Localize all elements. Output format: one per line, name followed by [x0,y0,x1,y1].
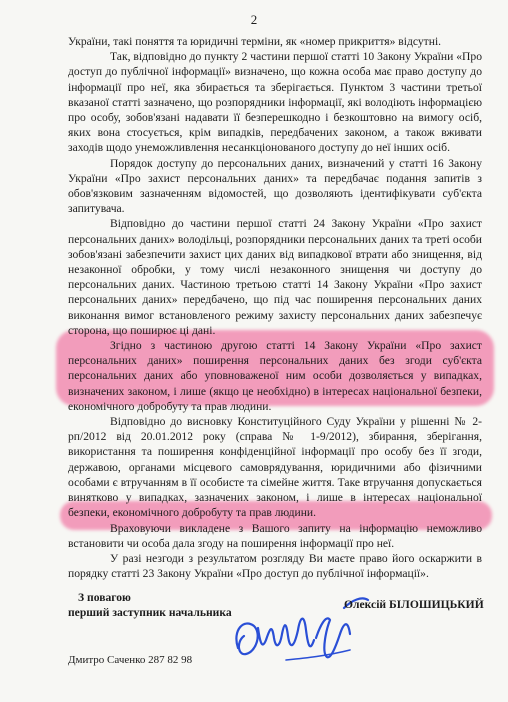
paragraph-data-protection: Відповідно до частини першої статті 24 Закону України «Про захист персональних даних» володільці, розпорядники персональних даних та треті особи зобов'язані забезпечити захист цих даних від випадкової втрати або знищення, від незаконної обробки, у тому числі незаконного знищення чи доступу до персональних даних. Частиною третьою статті 14 Закону України «Про захист персональних даних» передбачено, що під час поширення персональних даних виконання вимог встановленого режиму захисту персональних даних забезпечує сторона, що поширює ці дані. [68,217,482,337]
page-number: 2 [250,12,258,27]
closing-regards: З повагою [78,591,131,604]
paragraph-access-law: Так, відповідно до пункту 2 частини першої статті 10 Закону України «Про доступ до публічної інформації» визначено, що кожна особа має право доступу до інформації про неї, яка збирається та зберігається. Пунктом 3 частини третьої вказаної статті зазначено, що розпорядники інформації, які володіють інформацією про особу, зобов'язані надавати її безперешкодно і безкоштовно на вимогу осіб, яких вона стосується, крім випадків, передбачених законом, а також вживати заходів щодо унеможливлення несанкціонованого доступу до неї інших осіб. [68,50,482,155]
paragraph-consent-rule: Згідно з частиною другою статті 14 Закону України «Про захист персональних даних» поширення персональних даних без згоди суб'єкта персональних даних або уповноваженої ним особи дозволяється у випадках, визначених законом, і лише (якщо це необхідно) в інтересах національної безпеки, економічного добробуту та прав людини. [68,339,482,413]
executor-contact: Дмитро Саченко 287 82 98 [68,654,193,666]
closing-block [68,590,232,620]
letter-body [68,34,482,581]
paragraph-access-procedure: Порядок доступу до персональних даних, визначений у статті 16 Закону України «Про захист персональних даних» та передбачає подання запитів з обов'язковим зазначенням відомостей, що дозволяють ідентифікувати суб'єкта запитувача. [68,156,482,216]
paragraph-appeal: У разі незгоди з результатом розгляду Ви маєте право його оскаржити в порядку статті 23 Закону України «Про доступ до публічної інформації». [68,551,482,581]
paragraph-intro: України, такі поняття та юридичні терміни, як «номер прикриття» відсутні. [68,35,442,48]
signer-name: Олексій БІЛОШИЦЬКИЙ [344,598,484,611]
closing-position: перший заступник начальника [68,606,232,619]
paragraph-constitutional-court: Відповідно до висновку Конституційного Суду України у рішенні № 2-рп/2012 від 20.01.2012 року (справа № 1-9/2012), збирання, зберігання, використання та поширення конфіденційної інформації про особу без її згоди, державою, органами місцевого самоврядування, юридичними або фізичними особами є втручанням в її особисте та сімейне життя. Таке втручання допускається винятково у випадках, зазначених законом, і лише в інтересах національної безпеки, економічного добробуту та прав людини. [68,415,482,520]
paragraph-conclusion: Враховуючи викладене з Вашого запиту на інформацію неможливо встановити чи особа дала згоду на поширення інформації про неї. [68,521,482,550]
